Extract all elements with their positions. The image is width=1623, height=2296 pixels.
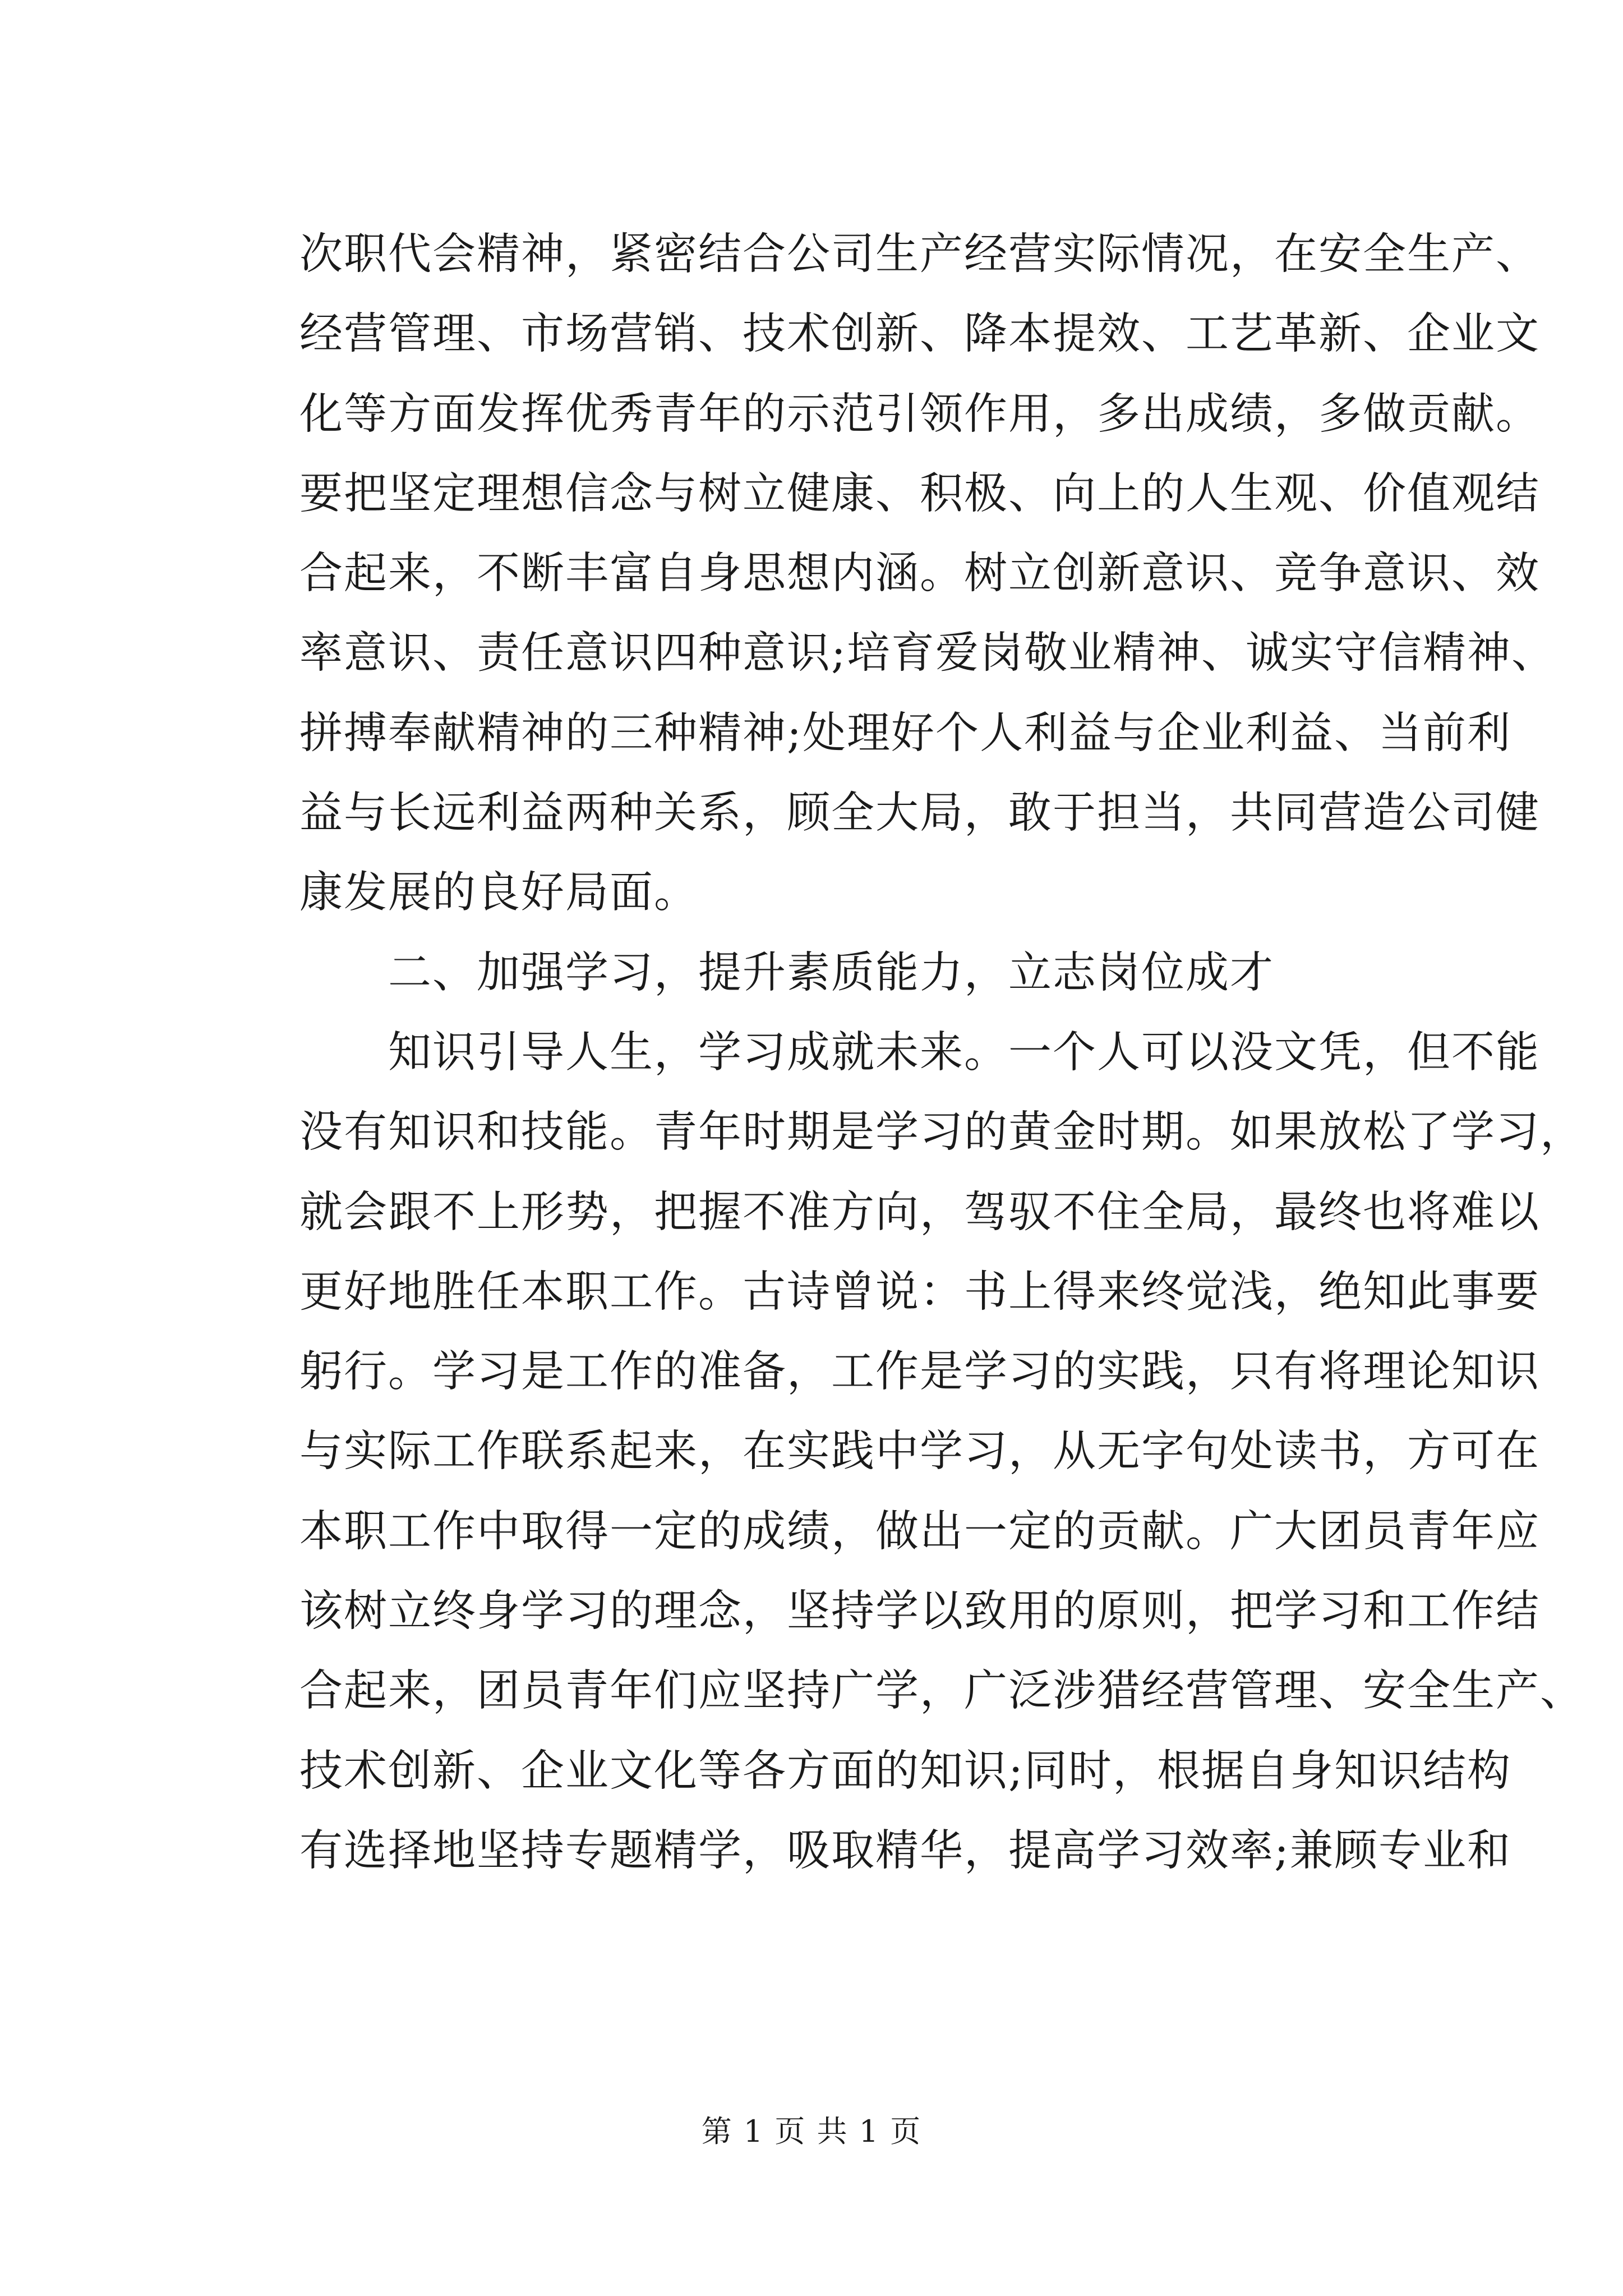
text-line: 经营管理、市场营销、技术创新、降本提效、工艺革新、企业文 <box>299 309 1540 360</box>
text-line: 要把坚定理想信念与树立健康、积极、向上的人生观、价值观结 <box>299 468 1540 519</box>
text-line: 有选择地坚持专题精学，吸取精华，提高学习效率;兼顾专业和 <box>299 1825 1511 1876</box>
document-body <box>299 215 1584 1891</box>
text-line: 合起来，团员青年们应坚持广学，广泛涉猎经营管理、安全生产、 <box>299 1666 1584 1717</box>
text-line: 合起来，不断丰富自身思想内涵。树立创新意识、竞争意识、效 <box>299 549 1540 599</box>
text-line: 更好地胜任本职工作。古诗曾说：书上得来终觉浅，绝知此事要 <box>299 1267 1540 1317</box>
text-line: 技术创新、企业文化等各方面的知识;同时，根据自身知识结构 <box>299 1746 1511 1796</box>
text-line: 拼搏奉献精神的三种精神;处理好个人利益与企业利益、当前利 <box>299 708 1511 758</box>
text-line: 没有知识和技能。青年时期是学习的黄金时期。如果放松了学习， <box>299 1107 1584 1158</box>
text-line: 该树立终身学习的理念，坚持学以致用的原则，把学习和工作结 <box>299 1586 1540 1637</box>
text-line: 知识引导人生，学习成就未来。一个人可以没文凭，但不能 <box>388 1027 1540 1078</box>
section-heading: 二、加强学习，提升素质能力，立志岗位成才 <box>388 947 1274 998</box>
text-line: 躬行。学习是工作的准备，工作是学习的实践，只有将理论知识 <box>299 1347 1540 1397</box>
page-footer: 第 1 页 共 1 页 <box>701 2114 922 2149</box>
text-line: 化等方面发挥优秀青年的示范引领作用，多出成绩，多做贡献。 <box>299 389 1540 439</box>
text-line: 次职代会精神，紧密结合公司生产经营实际情况，在安全生产、 <box>299 229 1540 279</box>
text-line: 本职工作中取得一定的成绩，做出一定的贡献。广大团员青年应 <box>299 1506 1540 1557</box>
text-line: 康发展的良好局面。 <box>299 868 698 918</box>
text-line: 益与长远利益两种关系，顾全大局，敢于担当，共同营造公司健 <box>299 788 1540 839</box>
text-line: 就会跟不上形势，把握不准方向，驾驭不住全局，最终也将难以 <box>299 1187 1540 1237</box>
text-line: 与实际工作联系起来，在实践中学习，从无字句处读书，方可在 <box>299 1427 1540 1477</box>
text-line: 率意识、责任意识四种意识;培育爱岗敬业精神、诚实守信精神、 <box>299 628 1556 679</box>
